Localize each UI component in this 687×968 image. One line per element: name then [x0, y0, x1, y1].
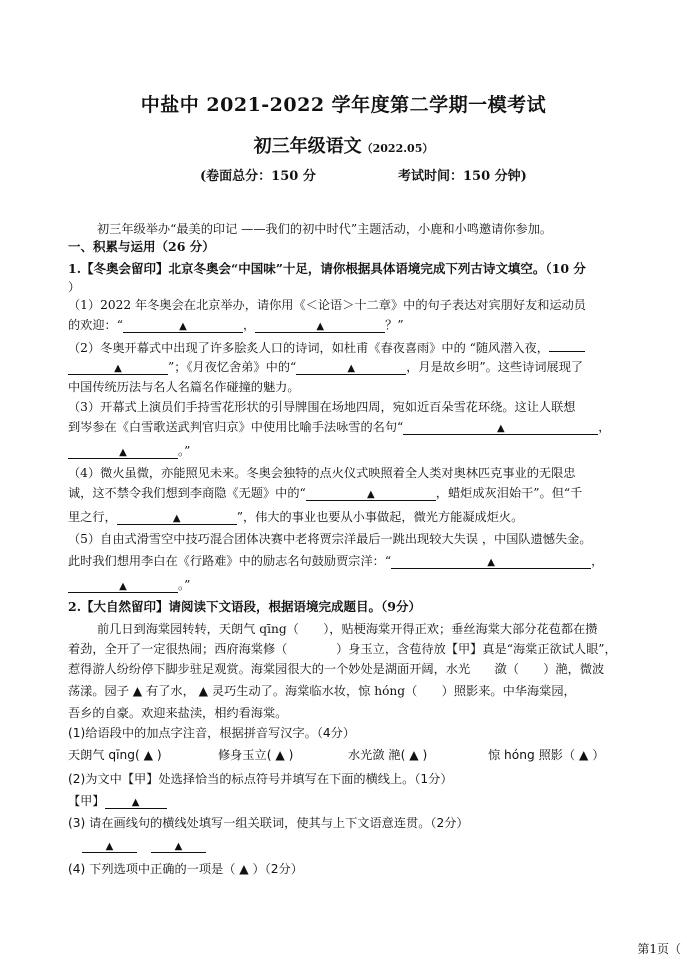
subtitle-text: 初三年级语文 [253, 136, 362, 157]
marker-triangle: ▲ [172, 513, 181, 524]
q1-p2-line3: 中国传统历法与名人名篇名作碰撞的魅力。 [68, 380, 300, 394]
q1-p4-end: ，蜡炬成灰泪始干”。但“千 [435, 486, 583, 500]
exam-date: （2022.05） [361, 142, 434, 155]
intro-text: 初三年级举办“最美的印记 ——我们的初中时代”主题活动，小鹿和小鸣邀请你参加。 [97, 222, 553, 236]
q1-p4-pre: 诚，这不禁令我们想到李商隐《无题》中的“ [68, 486, 306, 500]
answer-blank[interactable] [68, 579, 178, 593]
marker-triangle: ▲ [316, 321, 325, 332]
marker-triangle: ▲ [347, 363, 356, 374]
answer-blank[interactable] [391, 555, 591, 569]
q1-p3-end2: 。” [178, 444, 191, 458]
answer-blank[interactable] [105, 795, 167, 809]
marker-triangle: ▲ [105, 841, 114, 852]
q1-p1-mid: ， [242, 318, 256, 332]
q1-title: 1.【冬奥会留印】北京冬奥会“中国味”十足，请你根据具体语境完成下列古诗文填空。（10 分 [68, 261, 586, 276]
marker-triangle: ▲ [496, 423, 505, 434]
q1-p2-pre: （2）冬奥开幕式中出现了许多脍炙人口的诗词，如杜甫《春夜喜雨》中的 “随风潜入夜， [68, 341, 549, 355]
q1-p4-end2: ”，伟大的事业也要从小事做起，微光方能凝成炬火。 [236, 510, 524, 524]
q1-p2-line2 [68, 358, 653, 376]
q2-item[interactable]: 天朗气 qīng( ▲ ) [68, 748, 162, 762]
answer-blank[interactable] [403, 421, 598, 435]
q2-sub3: (3) 请在画线句的横线处填写一组关联词，使其与上下文语意连贯。（2分） [68, 816, 469, 830]
q1-p5-line1: （5）自由式滑雪空中技巧混合团体决赛中老将贾宗洋最后一跳出现较大失误 ，中国队遗憾失金。 [68, 532, 592, 546]
q1-p3-line2 [68, 418, 653, 436]
q2-para-line1: 前几日到海棠园转转，天朗气 qīng（ ），贴梗海棠开得正欢；垂丝海棠大部分花苞都在攒 [97, 622, 598, 636]
q1-p5-end2: 。” [178, 578, 191, 592]
q2-para-line2: 着劲，全开了一定很热闹；西府海棠修（ ）身玉立，含苞待放【甲】真是“海棠正欲试人眼”， [68, 642, 617, 656]
marker-triangle: ▲ [131, 797, 140, 808]
q2-sub2: (2)为文中【甲】处选择恰当的标点符号并填写在下面的横线上。（1分） [68, 772, 453, 786]
q1-title-tail: ） [68, 280, 81, 294]
section-heading-1: 一、积累与运用（26 分） [68, 239, 215, 254]
q1-p5-line3 [68, 576, 653, 594]
q1-p5-pre: 此时我们想用李白在《行路难》中的励志名句鼓励贾宗洋：“ [68, 554, 392, 568]
marker-triangle: ▲ [179, 321, 187, 332]
q2-sub2-answer [68, 792, 653, 810]
q1-p1-line1: （1）2022 年冬奥会在北京举办，请你用《＜论语＞十二章》中的句子表达对宾朋好友和运动员 [68, 298, 586, 312]
page-number: 第1页（ [637, 942, 681, 956]
answer-blank[interactable] [151, 839, 206, 853]
q1-p1-line2 [68, 316, 653, 334]
q1-p3-end: ， [598, 420, 611, 434]
marker-triangle: ▲ [487, 557, 495, 568]
answer-blank[interactable] [117, 511, 237, 525]
total-score: (卷面总分：150 分 [200, 169, 316, 184]
answer-blank[interactable] [123, 319, 243, 333]
q1-p5-end: ， [591, 554, 604, 568]
marker-triangle: ▲ [114, 363, 122, 374]
q1-p1-pre: 的欢迎：“ [68, 318, 123, 332]
marker-triangle: ▲ [366, 489, 375, 500]
answer-blank[interactable] [82, 839, 137, 853]
q2-sub4: (4) 下列选项中正确的一项是（ ▲ ）（2分） [68, 862, 303, 876]
q1-p2-mid: ”；《月夜忆舍弟》中的“ [168, 360, 297, 374]
q2-para-line3: 惹得游人纷纷停下脚步驻足观赏。海棠园很大的一个妙处是湖面开阔，水光 潋（ ）滟，微波 [68, 662, 605, 676]
answer-blank[interactable] [306, 487, 436, 501]
q1-p1-end: ？” [385, 318, 404, 332]
q1-p3-line1: （3）开幕式上演员们手持雪花形状的引导牌围在场地四周，宛如近百朵雪花环绕。这让人联想 [68, 400, 576, 414]
q2-sub2-label: 【甲】 [68, 794, 105, 808]
q2-title: 2.【大自然留印】请阅读下文语段，根据语境完成题目。（9分） [68, 599, 421, 614]
q2-item[interactable]: 惊 hóng 照影（ ▲ ） [488, 748, 605, 762]
answer-blank[interactable] [68, 361, 168, 375]
q1-p3-pre: 到岑参在《白雪歌送武判官归京》中使用比喻手法咏雪的名句“ [68, 420, 404, 434]
q2-para-line5: 吾乡的自豪。欢迎来盐渎，相约看海棠。 [68, 706, 288, 720]
marker-triangle: ▲ [119, 581, 127, 592]
q1-p4-line1: （4）微火虽微，亦能照见未来。冬奥会独特的点火仪式映照着全人类对奥林匹克事业的无限忠 [68, 466, 576, 480]
marker-triangle: ▲ [119, 447, 127, 458]
q2-sub3-answer [68, 836, 653, 854]
q1-p4-line3 [68, 508, 653, 526]
q1-p2-line1 [68, 338, 653, 357]
exam-time: 考试时间：150 分钟) [398, 169, 527, 184]
q2-sub1: (1)给语段中的加点字注音，根据拼音写汉字。（4分） [68, 726, 356, 740]
q1-p4-line2 [68, 484, 653, 502]
q1-p3-line3 [68, 442, 653, 460]
answer-blank[interactable] [68, 445, 178, 459]
q1-p4-pre2: 里之行， [68, 510, 117, 524]
answer-blank[interactable] [296, 361, 406, 375]
q1-p2-end: ，月是故乡明”。这些诗词展现了 [406, 360, 584, 374]
answer-blank[interactable] [549, 338, 585, 352]
page-subtitle [0, 132, 687, 158]
q2-para-line4: 荡漾。园子 ▲ 有了水， ▲ 灵巧生动了。海棠临水妆，惊 hóng（ ）照影来。中华海棠园， [68, 684, 576, 698]
answer-blank[interactable] [255, 319, 385, 333]
q2-item[interactable]: 水光潋 滟( ▲ ) [348, 748, 428, 762]
q1-p5-line2 [68, 552, 653, 570]
page-title: 中盐中 2021-2022 学年度第二学期一模考试 [140, 94, 547, 116]
marker-triangle: ▲ [174, 841, 183, 852]
q2-item[interactable]: 修身玉立( ▲ ) [218, 748, 294, 762]
